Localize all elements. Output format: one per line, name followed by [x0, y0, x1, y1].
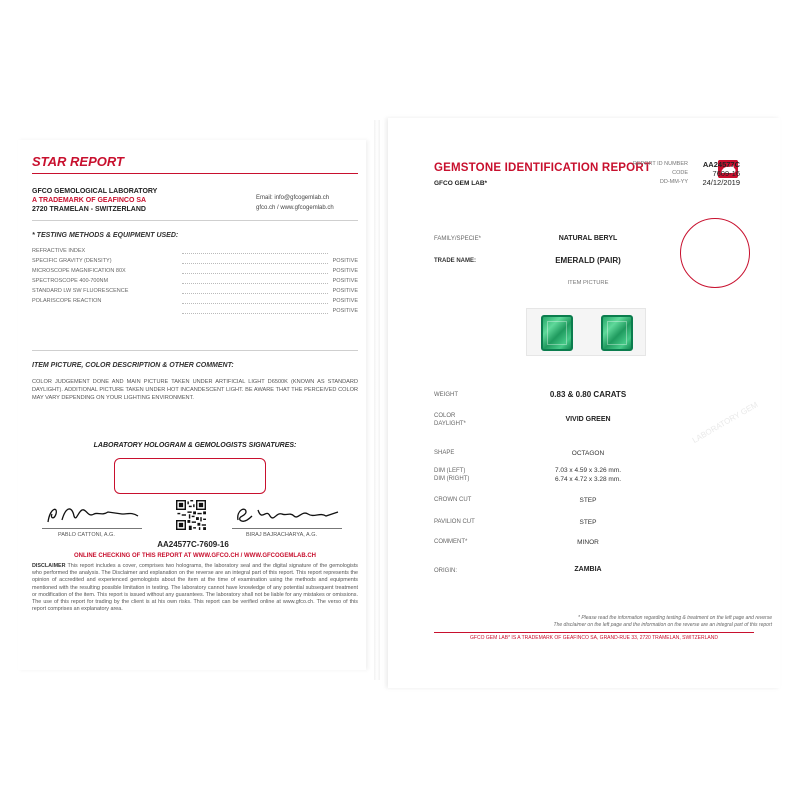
lab-trademark: A TRADEMARK OF GEAFINCO SA	[32, 197, 147, 204]
weight-value: 0.83 & 0.80 CARATS	[549, 390, 627, 399]
leader-dots	[182, 253, 328, 254]
gemologist-2: BIRAJ BAJRACHARYA, A.G.	[246, 532, 318, 538]
emerald-left	[541, 315, 573, 351]
disclaimer-text: This report includes a cover, comprises two holograms, the laboratory seal and the digital signature of the gemologists who performed the analysis. The Disclaimer and explanation on the reverse are an integral part of this report. This report represents the opinion of accredited and experienced gemologists about the item at the time of examination using the methods and equipments mentioned with the resulting possible limitation in testing. The laboratory cannot have knowledge of any potential subsequent treatment or modification of the item. This report is issued without any guarantees. The laboratory shall not be liable for any mistakes or omissions. The use of this report for trading by the client is at his own risks. This report can be verified online at www.gfco.ch. The verso of this report comprises an explanatory area.	[32, 563, 359, 613]
comment-title: ITEM PICTURE, COLOR DESCRIPTION & OTHER COMMENT:	[32, 362, 234, 369]
gemologist-1: PABLO CATTONI, A.G.	[58, 532, 115, 538]
test-result: POSITIVE	[332, 278, 358, 284]
test-row	[32, 268, 358, 276]
lab-email: Email: info@gfcogemlab.ch	[256, 195, 330, 201]
emerald-right	[601, 315, 633, 351]
test-result: POSITIVE	[332, 258, 358, 264]
meta-label: REPORT ID NUMBER	[632, 161, 688, 167]
test-row	[32, 308, 358, 316]
report-lab: GFCO GEM LAB*	[434, 180, 488, 187]
star-report-page	[18, 140, 366, 670]
weight-label: WEIGHT	[434, 392, 458, 398]
test-result: POSITIVE	[332, 288, 358, 294]
seal-circle	[680, 218, 750, 288]
test-row	[32, 278, 358, 286]
daylight-label: DAYLIGHT*	[434, 421, 466, 427]
hologram-box	[114, 458, 266, 494]
color-value: VIVID GREEN	[565, 416, 611, 423]
signature-1	[42, 502, 142, 528]
dim-right-label: DIM (RIGHT)	[434, 476, 470, 482]
test-name: MICROSCOPE MAGNIFICATION 80X	[32, 268, 126, 274]
test-name: STANDARD LW SW FLUORESCENCE	[32, 288, 129, 294]
leader-dots	[182, 283, 328, 284]
crown-label: CROWN CUT	[434, 497, 472, 503]
family-label: FAMILY/SPECIE*	[434, 236, 481, 242]
signature-line	[42, 528, 142, 529]
family-value: NATURAL BERYL	[558, 235, 618, 242]
origin-label: ORIGIN:	[434, 568, 458, 574]
leader-dots	[182, 273, 328, 274]
hologram-title: LABORATORY HOLOGRAM & GEMOLOGISTS SIGNATURES:	[93, 442, 297, 449]
shape-value: OCTAGON	[571, 450, 605, 457]
meta-label: CODE	[672, 170, 688, 176]
divider	[32, 220, 358, 221]
divider	[32, 350, 358, 351]
dim-left-label: DIM (LEFT)	[434, 468, 466, 474]
footer-rule	[434, 632, 754, 633]
footnote-2: The disclaimer on the left page and the information on the reverse are an integral part of this report	[553, 622, 772, 628]
pavilion-label: PAVILION CUT	[434, 519, 475, 525]
testing-title: * TESTING METHODS & EQUIPMENT USED:	[32, 232, 179, 239]
comment-text: COLOR JUDGEMENT DONE AND MAIN PICTURE TAKEN UNDER ARTIFICIAL LIGHT D6500K (KNOWN AS STANDARD DAYLIGHT). ADDITIONAL PICTURE TAKEN UNDER HOT INCANDESCENT LIGHT. BE AWARE THAT THE PERCEIVED COLOR MAY VARY DEPENDING ON YOUR LIGHTING ENVIRONMENT.	[32, 379, 358, 401]
qr-code[interactable]	[176, 500, 206, 530]
pavilion-value: STEP	[579, 519, 597, 526]
leader-dots	[182, 263, 328, 264]
comment-label: COMMENT*	[434, 539, 468, 545]
color-label: COLOR	[434, 413, 456, 419]
test-result: POSITIVE	[332, 298, 358, 304]
test-name: SPECIFIC GRAVITY (DENSITY)	[32, 258, 112, 264]
test-row	[32, 258, 358, 266]
disclaimer	[32, 563, 358, 613]
lab-website: gfco.ch / www.gfcogemlab.ch	[256, 205, 334, 211]
leader-dots	[182, 313, 328, 314]
meta-value: AA24577C	[702, 160, 740, 169]
comment-value: MINOR	[577, 539, 599, 546]
title-rule	[32, 173, 358, 174]
leader-dots	[182, 303, 328, 304]
test-result: POSITIVE	[332, 268, 358, 274]
report-number: AA24577C-7609-16	[157, 540, 229, 549]
leader-dots	[182, 293, 328, 294]
test-row	[32, 288, 358, 296]
online-check-link[interactable]: ONLINE CHECKING OF THIS REPORT AT WWW.GFCO.CH / WWW.GFCOGEMLAB.CH	[74, 553, 316, 559]
report-title: GEMSTONE IDENTIFICATION REPORT	[434, 162, 652, 174]
item-picture-label: ITEM PICTURE	[567, 280, 609, 286]
footer-text: GFCO GEM LAB* IS A TRADEMARK OF GEAFINCO SA, GRAND-RUE 33, 2720 TRAMELAN, SWITZERLAND	[470, 635, 718, 641]
disclaimer-label: DISCLAIMER	[32, 563, 66, 569]
meta-value: 7609-16	[712, 169, 740, 178]
test-name: POLARISCOPE REACTION	[32, 298, 102, 304]
footnotes	[402, 615, 772, 629]
lab-address: 2720 TRAMELAN - SWITZERLAND	[32, 206, 146, 213]
trade-value: EMERALD (PAIR)	[555, 256, 621, 265]
test-row	[32, 248, 358, 256]
item-picture	[526, 308, 646, 356]
dim-left-value: 7.03 x 4.59 x 3.26 mm.	[554, 467, 622, 474]
trade-label: TRADE NAME:	[434, 258, 476, 264]
test-name: REFRACTIVE INDEX	[32, 248, 86, 254]
crown-value: STEP	[579, 497, 597, 504]
signature-2	[232, 502, 342, 528]
test-result: POSITIVE	[332, 308, 358, 314]
dim-right-value: 6.74 x 4.72 x 3.28 mm.	[554, 476, 622, 483]
meta-value: 24/12/2019	[702, 178, 740, 187]
star-report-title: STAR REPORT	[32, 154, 124, 169]
shape-label: SHAPE	[434, 450, 455, 456]
meta-label: DD-MM-YY	[659, 179, 688, 185]
footnote-1: * Please read the information regarding testing & treatment on the left page and reverse	[577, 615, 772, 621]
lab-name: GFCO GEMOLOGICAL LABORATORY	[32, 188, 158, 195]
identification-report-page	[388, 118, 780, 688]
test-name: SPECTROSCOPE 400-700NM	[32, 278, 109, 284]
watermark: LABORATORY GEM	[690, 400, 760, 445]
signature-line	[232, 528, 342, 529]
test-row	[32, 298, 358, 306]
book-gutter	[374, 120, 380, 680]
origin-value: ZAMBIA	[574, 566, 602, 573]
